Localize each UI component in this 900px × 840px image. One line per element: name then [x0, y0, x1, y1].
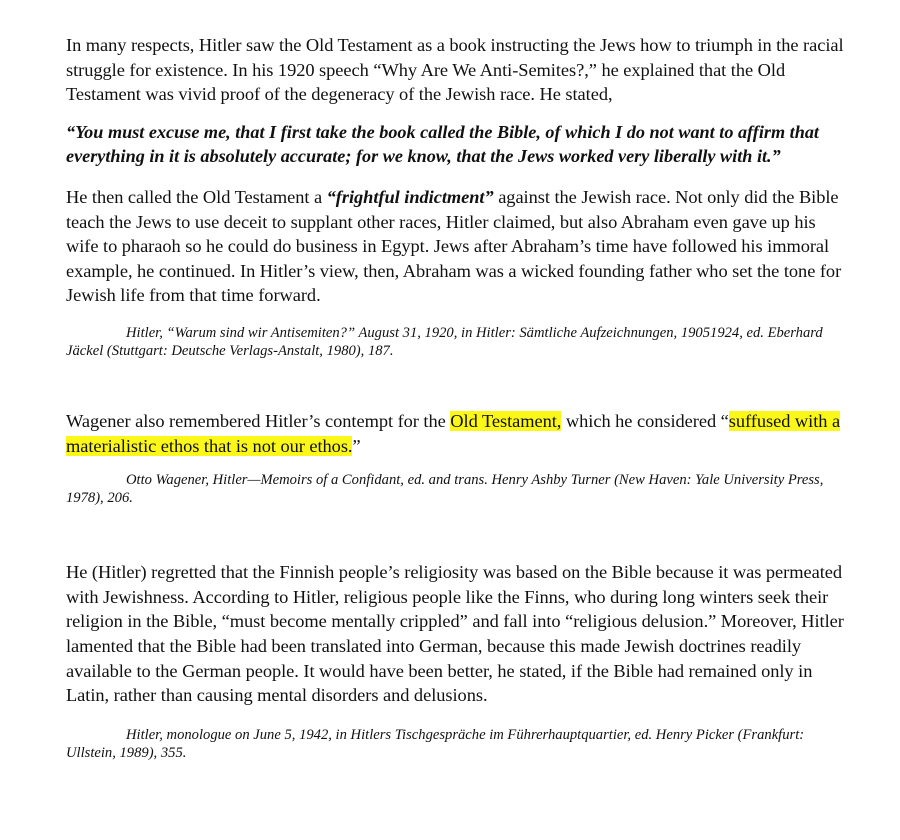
citation-warum-sind-wir-antisemiten: Hitler, “Warum sind wir Antisemiten?” August 31, 1920, in Hitler: Sämtliche Aufzeichnungen, 19051924, ed. Eberhard Jäckel (Stuttgart: Deutsche Verlags-Anstalt, 1980), 187.: [66, 324, 823, 359]
paragraph-text-middle: which he considered “: [561, 410, 729, 431]
emphasis-frightful-indictment: “frightful indictment”: [326, 186, 494, 207]
bible-quote: “You must excuse me, that I first take the book called the Bible, of which I do not want to affirm that everything in it is absolutely accurate; for we know, that the Jews worked very liberally with it.”: [66, 121, 819, 167]
paragraph-text-after: against the Jewish race. Not only did the Bible teach the Jews to use deceit to supplant other races, Hitler claimed, but also Abraham even gave up his wife to pharaoh so he could do business in Egypt. Jews after Abraham’s time have followed his immoral example, he continued. In Hitler’s view, then, Abraham was a wicked founding father who set the tone for Jewish life from that time forward.: [66, 186, 842, 306]
highlight-old-testament: Old Testament,: [450, 410, 562, 431]
paragraph-text-before: Wagener also remembered Hitler’s contempt for the: [66, 410, 451, 431]
paragraph-frightful-indictment: [66, 185, 846, 308]
paragraph-wagener: [66, 409, 846, 458]
highlight-materialistic-ethos: suffused with a materialistic ethos that is not our ethos.: [66, 410, 841, 456]
paragraph-text-after: ”: [352, 435, 361, 456]
citation-tischgesprache: Hitler, monologue on June 5, 1942, in Hitlers Tischgespräche im Führerhauptquartier, ed. Henry Picker (Frankfurt: Ullstein, 1989), 355.: [66, 726, 805, 761]
document-page: [66, 33, 846, 762]
paragraph-old-testament-intro: In many respects, Hitler saw the Old Testament as a book instructing the Jews how to triumph in the racial struggle for existence. In his 1920 speech “Why Are We Anti-Semites?,” he explained that the Old Testament was vivid proof of the degeneracy of the Jewish race. He stated,: [66, 35, 844, 105]
citation-wagener-memoirs: Otto Wagener, Hitler—Memoirs of a Confidant, ed. and trans. Henry Ashby Turner (New Haven: Yale University Press, 1978), 206.: [66, 472, 824, 507]
paragraph-finnish-religiosity: He (Hitler) regretted that the Finnish people’s religiosity was based on the Bible because it was permeated with Jewishness. According to Hitler, religious people like the Finns, who during long winters seek their religion in the Bible, “must become mentally crippled” and fall into “religious delusion.” Moreover, Hitler lamented that the Bible had been translated into German, because this made Jewish doctrines readily available to the German people. It would have been better, he stated, if the Bible had remained only in Latin, rather than causing mental disorders and delusions.: [66, 562, 844, 706]
paragraph-text-before: He then called the Old Testament a: [66, 186, 327, 207]
